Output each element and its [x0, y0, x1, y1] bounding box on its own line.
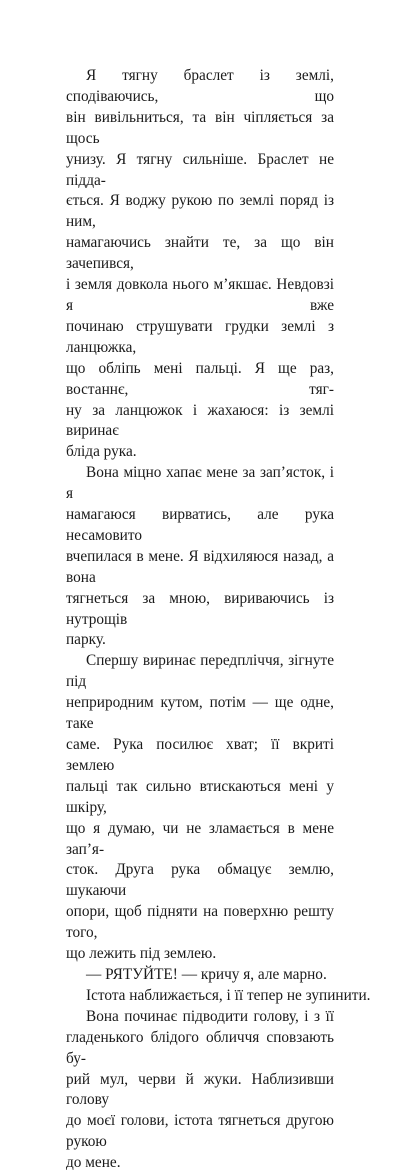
text-line: саме. Рука посилює хват; її вкриті землею [66, 736, 334, 774]
text-line: парку. [66, 631, 106, 649]
text-line: ється. Я воджу рукою по землі поряд із ним, [66, 192, 334, 231]
text-line: до мене. [66, 1154, 121, 1172]
text-line: пальці так сильно втискаються мені у шкіру, [66, 777, 334, 816]
text-line: рий мул, черви й жуки. Наблизивши голову [66, 1070, 334, 1109]
text-line: що обліпь мені пальці. Я ще раз, востаннє, тяг- [66, 359, 334, 398]
text-line: Спершу виринає передпліччя, зігнуте під [66, 652, 334, 691]
paragraph-6 [66, 1007, 334, 1174]
text-line: бліда рука. [66, 443, 137, 461]
text-line: і земля довкола нього м’якшає. Невдовзі я вже [66, 276, 334, 314]
body-text [66, 66, 371, 1174]
text-line: гладенького блідого обличчя сповзають бу- [66, 1028, 334, 1067]
text-line: починаю струшувати грудки землі з ланцюжка, [66, 317, 334, 356]
text-line: вчепилася в мене. Я відхиляюся назад, а вона [66, 547, 334, 586]
text-line: до моєї голови, істота тягнеться другою рукою [66, 1112, 334, 1151]
text-line: намагаючись знайти те, за що він зачепився, [66, 234, 334, 273]
text-line: опори, щоб підняти на поверхню решту того, [66, 903, 334, 942]
paragraph-2 [66, 463, 334, 651]
text-line: Вона міцно хапає мене за зап’ясток, і я [66, 464, 334, 503]
text-line: Вона починає підводити голову, і з її [86, 1007, 334, 1025]
text-line: неприродним кутом, потім — ще одне, таке [66, 694, 334, 733]
paragraph-4-dialogue [66, 965, 334, 986]
text-line: він вивільниться, та він чіпляється за щось [66, 108, 334, 147]
text-line: намагаюся вирватись, але рука несамовито [66, 506, 334, 544]
text-line: ну за ланцюжок і жахаюся: із землі виринає [66, 401, 334, 440]
paragraph-3 [66, 651, 334, 965]
text-line: що я думаю, чи не зламається в мене зап’я- [66, 819, 334, 858]
text-line: що лежить під землею. [66, 945, 217, 963]
text-line: Я тягну браслет із землі, сподіваючись, що [66, 67, 334, 105]
text-line: — РЯТУЙТЕ! — кричу я, але марно. [86, 965, 327, 983]
text-line: сток. Друга рука обмацує землю, шукаючи [66, 861, 334, 900]
text-line: Істота наближається, і її тепер не зупинити. [86, 986, 371, 1004]
text-line: унизу. Я тягну сильніше. Браслет не пiддa- [66, 150, 334, 189]
text-line: тягнеться за мною, вириваючись із нутрощів [66, 589, 334, 628]
paragraph-1 [66, 66, 334, 463]
paragraph-5 [66, 986, 371, 1007]
